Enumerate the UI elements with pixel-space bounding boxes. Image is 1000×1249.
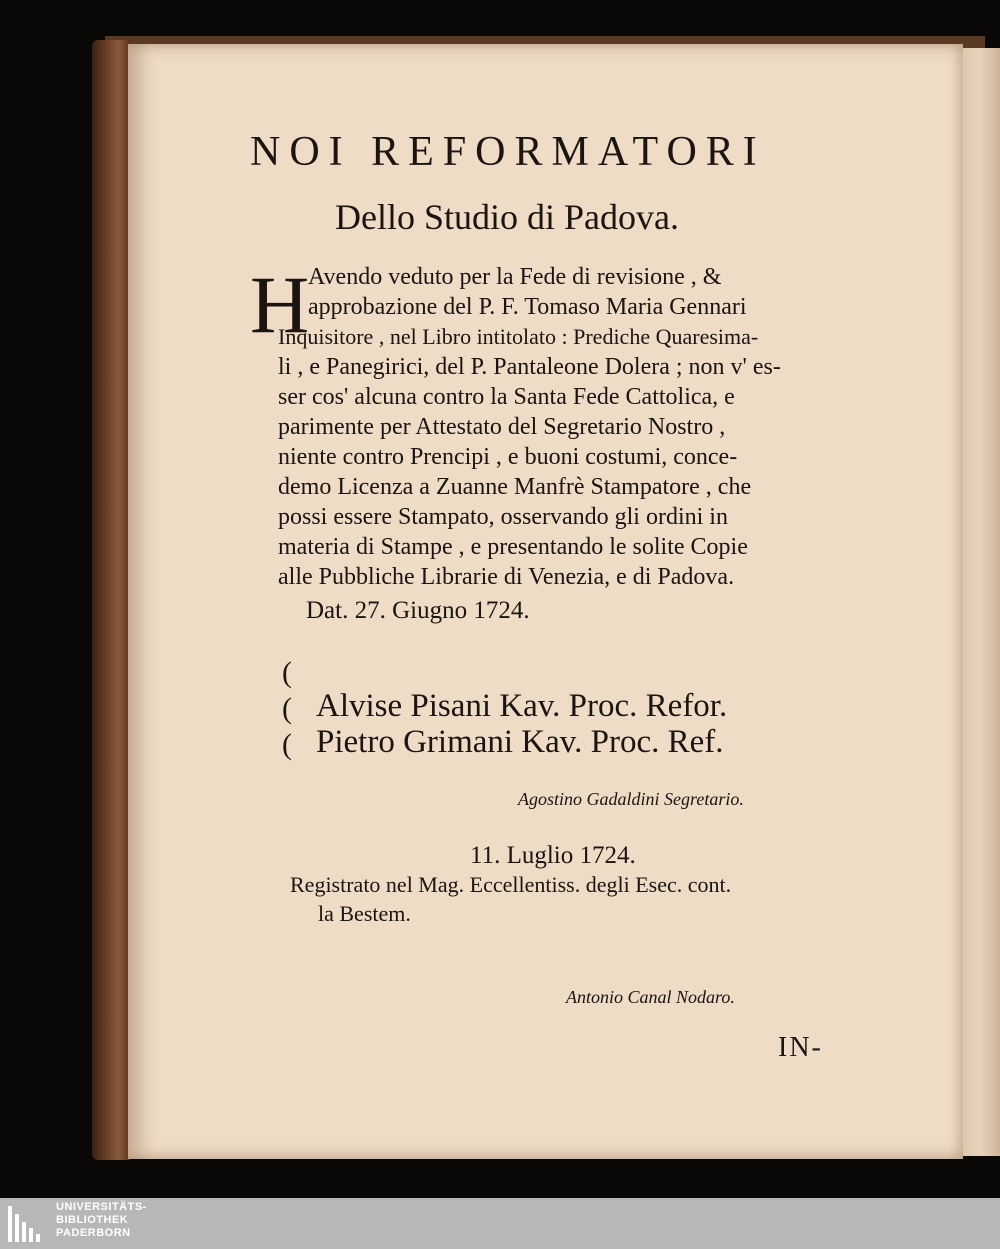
body-line: Avendo veduto per la Fede di revisione , &	[308, 264, 722, 290]
notary-signature: Antonio Canal Nodaro.	[566, 987, 735, 1007]
body-line: demo Licenza a Zuanne Manfrè Stampatore , che	[278, 474, 752, 500]
book-spine	[92, 40, 130, 1160]
signatory-name: Pietro Grimani Kav. Proc. Ref.	[316, 724, 724, 760]
body-line: ser cos' alcuna contro la Santa Fede Cattolica, e	[278, 384, 735, 410]
library-logo-icon	[6, 1202, 48, 1246]
body-line: parimente per Attestato del Segretario Nostro ,	[278, 414, 726, 440]
body-line: approbazione del P. F. Tomaso Maria Gennari	[308, 294, 747, 320]
logo-line: PADERBORN	[56, 1227, 131, 1239]
secretary-signature: Agostino Gadaldini Segretario.	[518, 789, 744, 809]
body-line: li , e Panegirici, del P. Pantaleone Dolera ; non v' es-	[278, 354, 781, 380]
brace-mark: (	[282, 728, 292, 761]
issue-date: Dat. 27. Giugno 1724.	[306, 597, 530, 624]
catchword: IN-	[778, 1032, 823, 1063]
body-line: Inquisitore , nel Libro intitolato : Prediche Quaresima-	[278, 324, 759, 349]
library-logo-text	[56, 1201, 147, 1240]
brace-mark: (	[282, 692, 292, 725]
body-line: niente contro Prencipi , e buoni costumi, conce-	[278, 444, 738, 470]
signatory-name: Alvise Pisani Kav. Proc. Refor.	[316, 688, 728, 724]
brace-mark: (	[282, 656, 292, 689]
registration-line: Registrato nel Mag. Eccellentiss. degli Esec. cont.	[290, 872, 732, 897]
page-subtitle: Dello Studio di Padova.	[335, 197, 679, 237]
registration-line: la Bestem.	[318, 901, 411, 926]
logo-line: BIBLIOTHEK	[56, 1214, 129, 1226]
facing-page-edge	[958, 48, 1000, 1156]
library-footer-bar	[0, 1198, 1000, 1249]
drop-capital: H	[250, 259, 310, 350]
body-line: materia di Stampe , e presentando le solite Copie	[278, 534, 748, 560]
body-line: possi essere Stampato, osservando gli ordini in	[278, 504, 728, 530]
registration-date: 11. Luglio 1724.	[470, 842, 636, 869]
body-line: alle Pubbliche Librarie di Venezia, e di Padova.	[278, 564, 735, 590]
logo-line: UNIVERSITÄTS-	[56, 1201, 147, 1213]
page-title: NOI REFORMATORI	[250, 129, 766, 175]
